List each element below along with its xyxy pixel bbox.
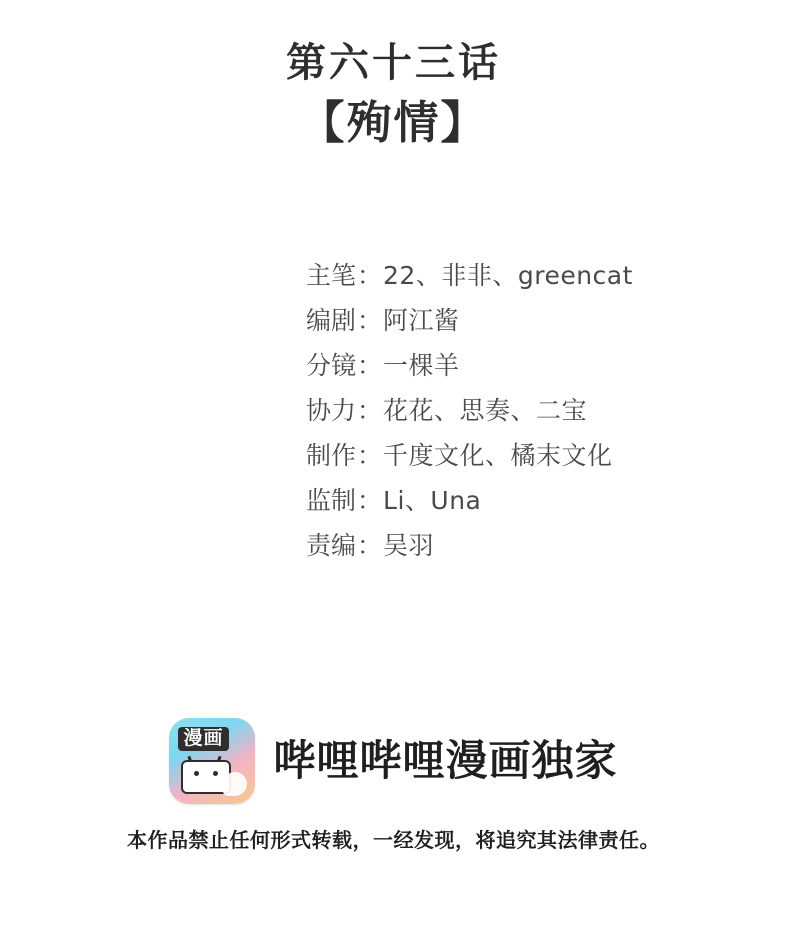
credit-role: 主笔 bbox=[306, 260, 357, 290]
credit-role: 监制 bbox=[306, 485, 357, 515]
credit-role: 责编 bbox=[306, 530, 357, 560]
credit-row bbox=[306, 298, 787, 343]
credit-separator: ： bbox=[357, 440, 383, 470]
credit-row bbox=[306, 343, 787, 388]
credit-role: 协力 bbox=[306, 395, 357, 425]
credit-value: 阿江酱 bbox=[383, 305, 460, 335]
credit-separator: ： bbox=[357, 530, 383, 560]
credit-value: 22、非非、greencat bbox=[383, 260, 633, 290]
credit-row bbox=[306, 478, 787, 523]
credit-separator: ： bbox=[357, 485, 383, 515]
logo-blob-icon bbox=[223, 772, 247, 796]
title-block bbox=[0, 0, 787, 153]
credit-separator: ： bbox=[357, 350, 383, 380]
brand-name: 哔哩哔哩漫画独家 bbox=[273, 736, 618, 785]
credit-separator: ： bbox=[357, 305, 383, 335]
credit-role: 制作 bbox=[306, 440, 357, 470]
chapter-number: 第六十三话 bbox=[286, 40, 501, 86]
copyright-notice: 本作品禁止任何形式转载，一经发现，将追究其法律责任。 bbox=[127, 828, 660, 852]
chapter-title: 【殉情】 bbox=[299, 96, 488, 149]
credit-row bbox=[306, 253, 787, 298]
credit-value: 一棵羊 bbox=[383, 350, 460, 380]
credit-value: 吴羽 bbox=[383, 530, 435, 560]
credit-value: Li、Una bbox=[383, 485, 482, 515]
brand-block bbox=[0, 718, 787, 804]
credit-separator: ： bbox=[357, 260, 383, 290]
logo-badge-label: 漫画 bbox=[178, 727, 228, 751]
credit-role: 编剧 bbox=[306, 305, 357, 335]
credit-value: 千度文化、橘末文化 bbox=[383, 440, 613, 470]
credit-row bbox=[306, 433, 787, 478]
credit-role: 分镜 bbox=[306, 350, 357, 380]
credit-separator: ： bbox=[357, 395, 383, 425]
credits-list bbox=[0, 253, 787, 568]
credit-value: 花花、思奏、二宝 bbox=[383, 395, 588, 425]
bilibili-comics-logo-icon bbox=[169, 718, 255, 804]
credit-row bbox=[306, 523, 787, 568]
credit-row bbox=[306, 388, 787, 433]
